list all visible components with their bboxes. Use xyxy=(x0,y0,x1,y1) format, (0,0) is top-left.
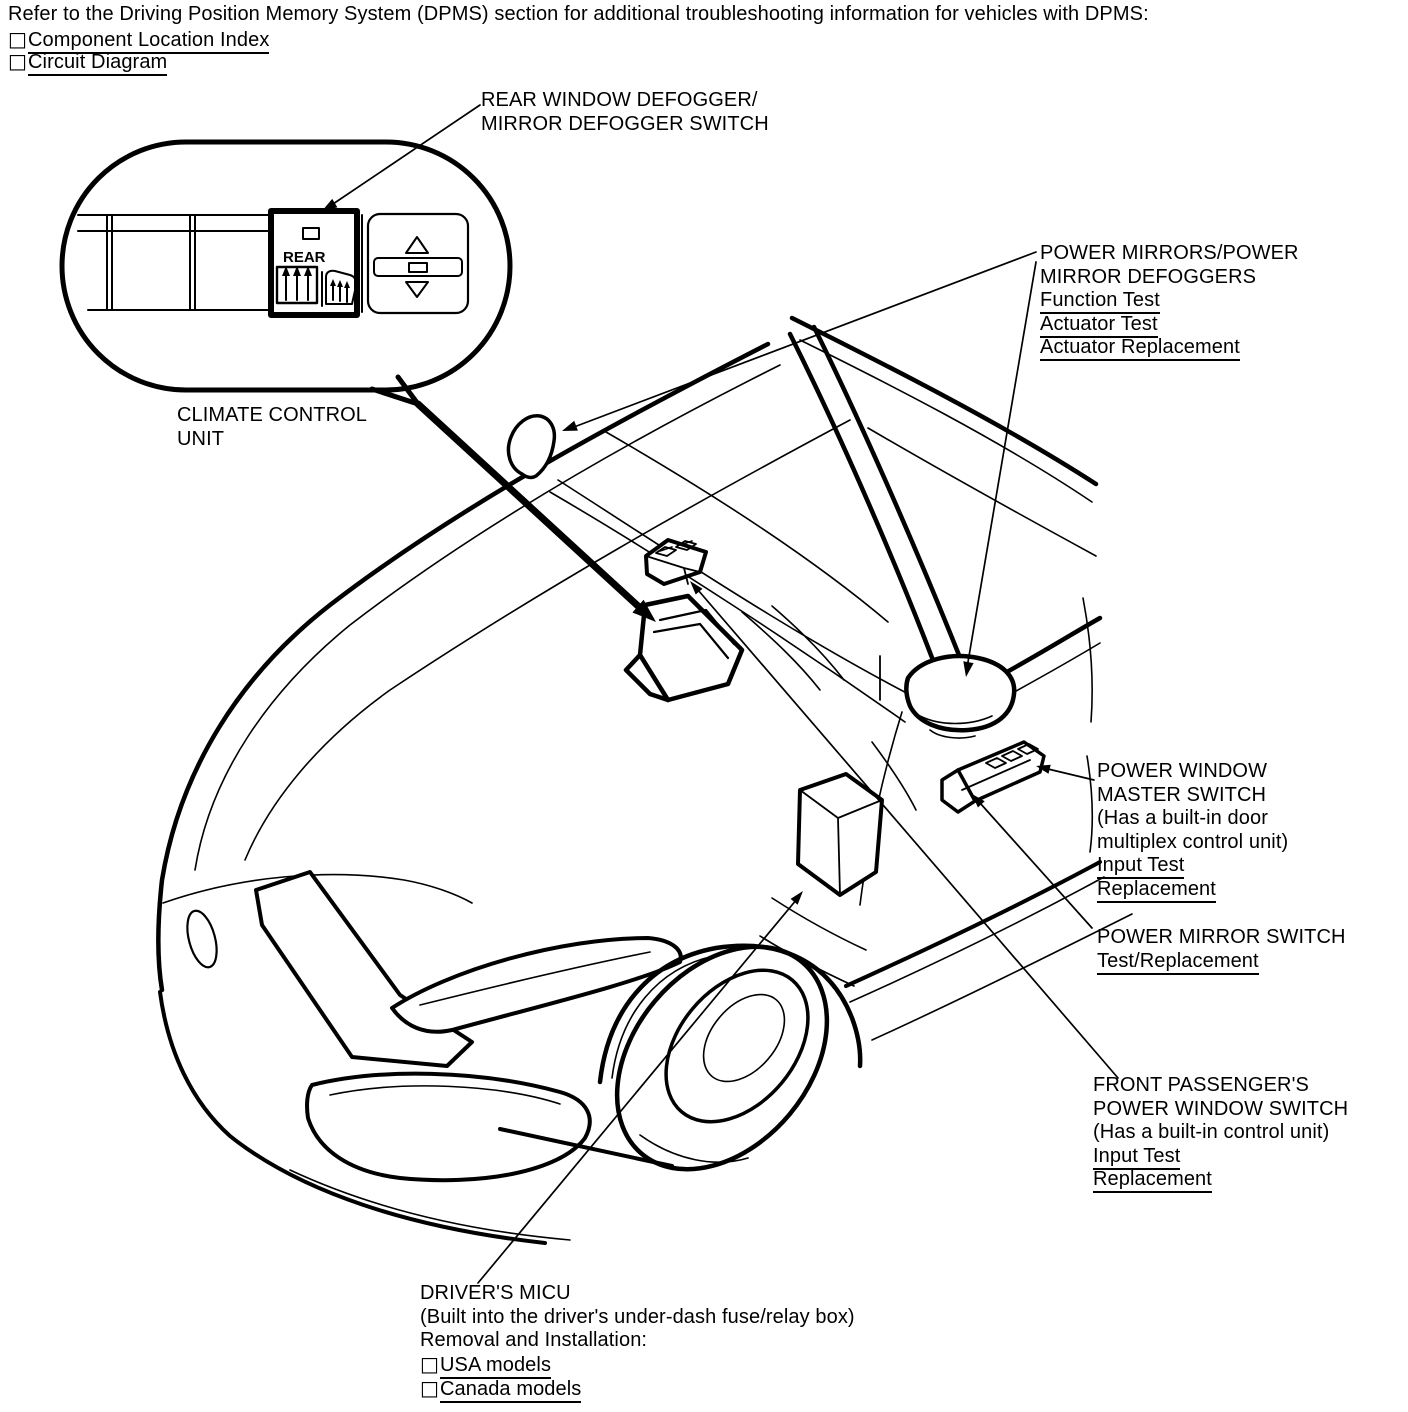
leader-mirror-switch xyxy=(980,803,1092,928)
passenger-switch-replacement-link[interactable]: Replacement xyxy=(1093,1168,1212,1193)
intro-link-circuit-diagram xyxy=(8,50,167,75)
usa-models-link[interactable]: USA models xyxy=(440,1354,551,1379)
passenger-switch-title: FRONT PASSENGER'S xyxy=(1093,1074,1309,1096)
intro-text xyxy=(8,3,1149,27)
rear-switch-text: REAR xyxy=(283,249,326,266)
master-switch-title: POWER WINDOW xyxy=(1097,760,1268,782)
climate-panel xyxy=(78,211,468,315)
bullet-square-icon: □ xyxy=(420,1376,439,1400)
master-switch-note: (Has a built-in door xyxy=(1097,807,1268,829)
power-mirrors-title: POWER MIRRORS/POWER xyxy=(1040,242,1299,264)
mirror-defogger-icon xyxy=(322,271,356,306)
mirror-switch-callout xyxy=(1097,926,1346,973)
power-window-master-switch-component xyxy=(942,742,1044,812)
side-mirror xyxy=(906,656,1014,738)
passenger-switch-title2: POWER WINDOW SWITCH xyxy=(1093,1097,1349,1120)
rim xyxy=(637,943,836,1149)
down-arrow-icon xyxy=(406,282,428,297)
bullet-square-icon: □ xyxy=(8,27,27,51)
micu-note: (Built into the driver's under-dash fuse/relay box) xyxy=(420,1305,855,1328)
rear-defogger-switch-label: REAR WINDOW DEFOGGER/ MIRROR DEFOGGER SWITCH xyxy=(481,89,769,135)
leader-driver-mirror xyxy=(574,252,1036,427)
passenger-window-switch-component xyxy=(646,540,706,584)
master-switch-input-test-link[interactable]: Input Test xyxy=(1097,854,1184,879)
intro-link-component-location xyxy=(8,28,269,53)
passenger-switch-callout xyxy=(1093,1074,1348,1192)
master-switch-callout xyxy=(1097,760,1288,901)
intro-line: Refer to the Driving Position Memory System (DPMS) section for additional troubleshooting information for vehicles with DPMS: xyxy=(8,3,1149,25)
function-test-link[interactable]: Function Test xyxy=(1040,289,1160,314)
passenger-switch-note: (Has a built-in control unit) xyxy=(1093,1121,1330,1143)
bullet-square-icon: □ xyxy=(8,49,27,73)
lower-intake xyxy=(307,1074,590,1181)
temp-control-module xyxy=(362,214,468,313)
leader-defogger-switch xyxy=(333,105,480,204)
up-arrow-icon xyxy=(406,237,428,253)
actuator-replacement-link[interactable]: Actuator Replacement xyxy=(1040,336,1240,361)
climate-control-unit-label: CLIMATE CONTROL UNIT xyxy=(177,404,368,450)
leader-passenger-window-switch xyxy=(698,590,1118,1078)
micu-callout xyxy=(420,1282,855,1402)
circuit-diagram-link[interactable]: Circuit Diagram xyxy=(28,51,167,76)
actuator-test-link[interactable]: Actuator Test xyxy=(1040,313,1158,338)
mirror-switch-test-replacement-link[interactable]: Test/Replacement xyxy=(1097,950,1259,975)
grille xyxy=(256,872,472,1066)
emblem-icon xyxy=(182,908,222,971)
master-switch-note2: multiplex control unit) xyxy=(1097,830,1289,853)
mirror-switch-title: POWER MIRROR SWITCH xyxy=(1097,926,1346,948)
master-switch-replacement-link[interactable]: Replacement xyxy=(1097,878,1216,903)
passenger-switch-input-test-link[interactable]: Input Test xyxy=(1093,1145,1180,1170)
leader-master-switch xyxy=(1048,769,1094,780)
micu-component xyxy=(798,774,882,895)
headlight xyxy=(392,938,681,1032)
canada-models-link[interactable]: Canada models xyxy=(440,1378,581,1403)
bullet-square-icon: □ xyxy=(420,1351,439,1376)
rear-defogger-icon xyxy=(277,266,317,303)
component-location-index-link[interactable]: Component Location Index xyxy=(28,29,269,54)
power-mirrors-title2: MIRROR DEFOGGERS xyxy=(1040,265,1257,288)
leader-passenger-mirror xyxy=(968,262,1036,662)
power-mirrors-callout xyxy=(1040,242,1299,360)
driver-mirror xyxy=(508,416,554,478)
master-switch-title2: MASTER SWITCH xyxy=(1097,783,1267,806)
micu-title: DRIVER'S MICU xyxy=(420,1282,571,1304)
micu-subtitle: Removal and Installation: xyxy=(420,1329,648,1351)
